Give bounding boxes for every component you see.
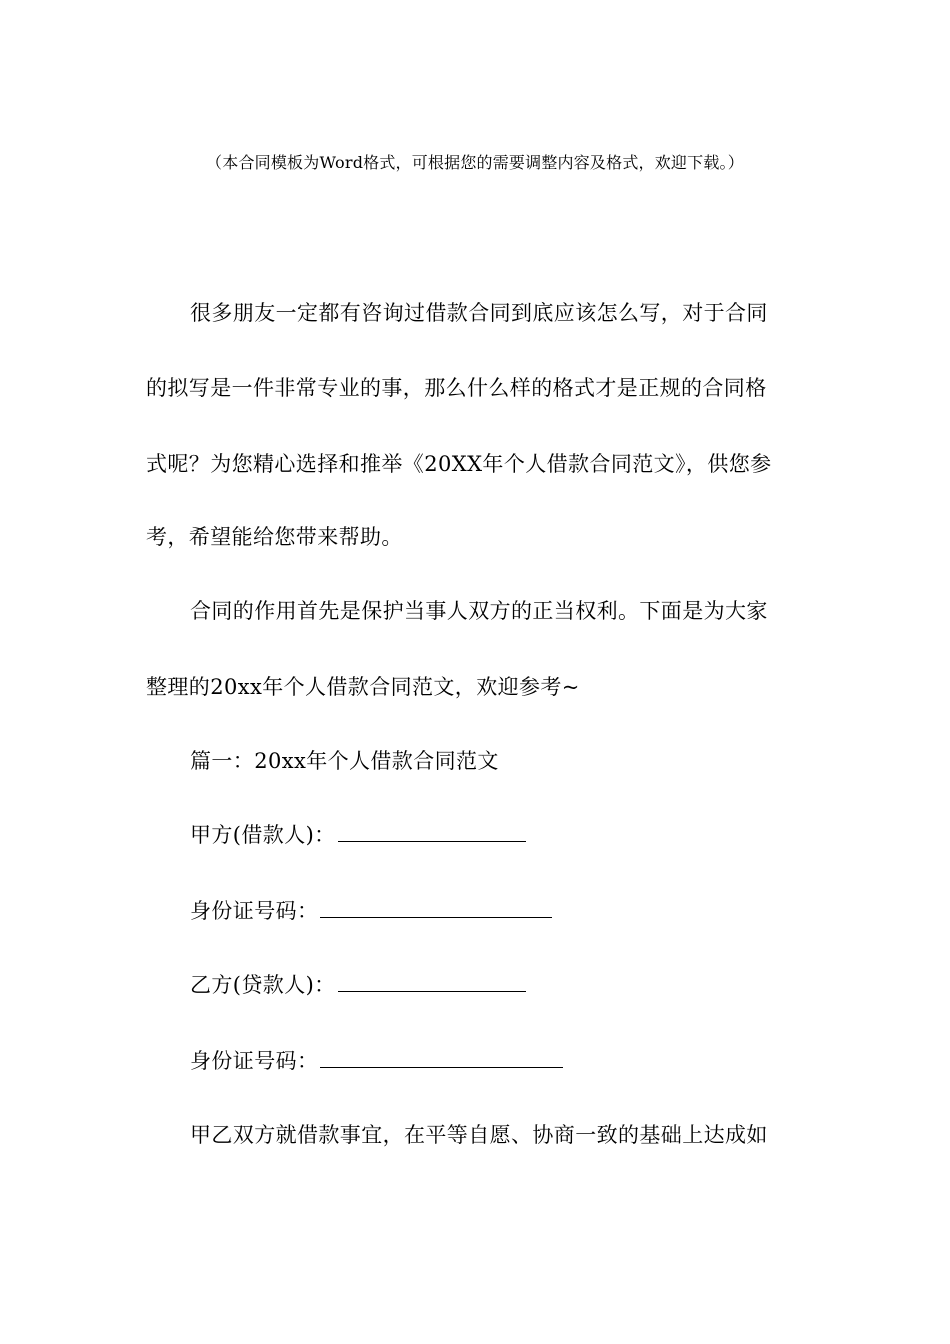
- intro-line-1: 很多朋友一定都有咨询过借款合同到底应该怎么写，对于合同: [190, 301, 768, 325]
- intro-line-3: 式呢？为您精心选择和推举《20XX年个人借款合同范文》，供您参: [146, 452, 772, 476]
- intro-line-2: 的拟写是一件非常专业的事，那么什么样的格式才是正规的合同格: [146, 376, 767, 400]
- party-b-row: [190, 970, 526, 1000]
- party-b-label: 乙方(贷款人)：: [190, 973, 336, 997]
- party-b-blank: [338, 971, 526, 992]
- party-a-id-blank: [320, 897, 552, 918]
- intro-line-4: 考，希望能给您带来帮助。: [146, 525, 403, 549]
- party-a-id-row: [190, 896, 552, 926]
- template-note: （本合同模板为Word格式，可根据您的需要调整内容及格式，欢迎下载。）: [206, 153, 744, 172]
- purpose-line-2: 整理的20xx年个人借款合同范文，欢迎参考~: [146, 675, 580, 699]
- party-a-id-label: 身份证号码：: [190, 899, 319, 923]
- party-b-id-label: 身份证号码：: [190, 1049, 319, 1073]
- purpose-line-1: 合同的作用首先是保护当事人双方的正当权利。下面是为大家: [190, 599, 768, 623]
- party-a-row: [190, 820, 526, 850]
- party-a-blank: [338, 821, 526, 842]
- agreement-line-1: 甲乙双方就借款事宜，在平等自愿、协商一致的基础上达成如: [190, 1123, 768, 1147]
- party-b-id-blank: [320, 1047, 563, 1068]
- party-b-id-row: [190, 1046, 563, 1076]
- section-title: 篇一：20xx年个人借款合同范文: [190, 749, 499, 773]
- party-a-label: 甲方(借款人)：: [190, 823, 336, 847]
